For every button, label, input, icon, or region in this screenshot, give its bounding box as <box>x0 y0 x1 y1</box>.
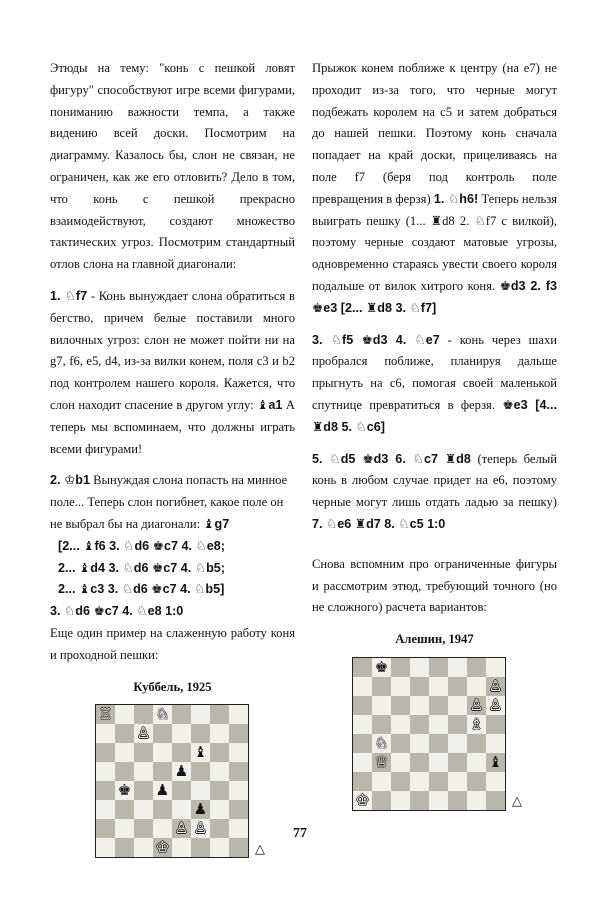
left-move-paragraph-1 <box>50 286 295 460</box>
square-f6 <box>448 696 467 715</box>
square-b8 <box>372 658 391 677</box>
square-b6 <box>115 743 134 762</box>
square-d3 <box>153 800 172 819</box>
move-notation: ♝a1 <box>257 397 283 412</box>
square-d6 <box>410 696 429 715</box>
square-a1 <box>353 791 372 810</box>
square-g8 <box>210 705 229 724</box>
square-f7 <box>448 677 467 696</box>
square-c4 <box>134 781 153 800</box>
square-e8 <box>429 658 448 677</box>
square-h8 <box>229 705 248 724</box>
square-g3 <box>210 800 229 819</box>
commentary-text: - Конь вынуждает слона обратиться в бегство, причем белые поставили много вилочных угроз: слон не может пойти ни на g7, f6, e5, d4, из-за вилки конем, поля c3 и b2 под контролем нашего короля. Кажется, что слон находит спасение в другом углу: <box>50 288 295 412</box>
square-a5 <box>353 715 372 734</box>
square-c4 <box>391 734 410 753</box>
square-e6 <box>429 696 448 715</box>
square-d4 <box>410 734 429 753</box>
square-a3 <box>353 753 372 772</box>
square-f8 <box>191 705 210 724</box>
square-b4 <box>115 781 134 800</box>
square-e8 <box>172 705 191 724</box>
left-column <box>50 58 295 858</box>
square-b7 <box>372 677 391 696</box>
commentary-text: (теперь белый конь в любом случае придет на e6, поэтому черные могут лишь отдать ладью за пешку) <box>312 451 557 510</box>
square-b5 <box>372 715 391 734</box>
chess-piece: ♙ <box>193 819 208 838</box>
chess-piece: ♝ <box>193 743 208 762</box>
variation-line-2: 2... ♝d4 3. ♘d6 ♚c7 4. ♘b5; <box>58 560 225 575</box>
square-e5 <box>429 715 448 734</box>
square-c3 <box>391 753 410 772</box>
move-notation: 1. ♘h6! <box>433 191 479 206</box>
square-b5 <box>115 762 134 781</box>
square-f8 <box>448 658 467 677</box>
left-outro-paragraph: Еще один пример на слаженную работу коня и проходной пешки: <box>50 625 295 662</box>
diagram-caption-kubbel: Куббель, 1925 <box>133 679 212 694</box>
chess-piece: ♙ <box>174 819 189 838</box>
square-g5 <box>210 762 229 781</box>
square-d2 <box>410 772 429 791</box>
square-g7 <box>210 724 229 743</box>
square-a4 <box>353 734 372 753</box>
square-d7 <box>153 724 172 743</box>
white-to-move-triangle: △ <box>255 841 265 857</box>
square-g5 <box>467 715 486 734</box>
square-a6 <box>353 696 372 715</box>
chessboard <box>352 657 506 811</box>
square-f4 <box>448 734 467 753</box>
square-d5 <box>153 762 172 781</box>
square-h6 <box>486 696 505 715</box>
chess-piece: ♖ <box>98 705 113 724</box>
chess-piece: ♕ <box>374 752 389 771</box>
square-b6 <box>372 696 391 715</box>
square-f7 <box>191 724 210 743</box>
square-a2 <box>353 772 372 791</box>
square-h7 <box>486 677 505 696</box>
square-d3 <box>410 753 429 772</box>
square-c6 <box>391 696 410 715</box>
chess-piece: ♘ <box>374 733 389 752</box>
commentary-text: Прыжок конем поближе к центру (на e7) не проходит из-за того, что черные могут подбежать королем на c5 и затем добраться до нашей пешки. Поэтому конь сначала попадает на край доски, прицеливаясь на поле f7 (беря под контроль поле превращения в ферзя) <box>312 61 557 206</box>
square-g2 <box>467 772 486 791</box>
square-e5 <box>172 762 191 781</box>
square-h8 <box>486 658 505 677</box>
square-c3 <box>134 800 153 819</box>
square-h4 <box>229 781 248 800</box>
square-c8 <box>134 705 153 724</box>
square-e1 <box>429 791 448 810</box>
square-f3 <box>191 800 210 819</box>
square-a8 <box>353 658 372 677</box>
square-a6 <box>96 743 115 762</box>
square-f3 <box>448 753 467 772</box>
square-f2 <box>448 772 467 791</box>
page-number: 77 <box>293 826 307 841</box>
chess-piece: ♙ <box>488 695 503 714</box>
chess-piece: ♟ <box>174 762 189 781</box>
square-g3 <box>467 753 486 772</box>
square-h7 <box>229 724 248 743</box>
square-a7 <box>96 724 115 743</box>
square-d5 <box>410 715 429 734</box>
square-d1 <box>410 791 429 810</box>
chess-piece: ♙ <box>136 724 151 743</box>
square-a3 <box>96 800 115 819</box>
chess-piece: ♗ <box>469 714 484 733</box>
move-notation: ♝g7 <box>203 516 230 531</box>
commentary-text: - конь через шахи пробрался поближе, планируя дальше прыгнуть на c6, помогая своей маленькой спутнице превратиться в ферзя. <box>312 332 557 412</box>
chess-piece: ♔ <box>155 838 170 857</box>
square-h4 <box>486 734 505 753</box>
square-e3 <box>429 753 448 772</box>
square-c5 <box>391 715 410 734</box>
chess-piece: ♝ <box>488 752 503 771</box>
chess-piece: ♔ <box>355 790 370 809</box>
square-h3 <box>486 753 505 772</box>
square-h6 <box>229 743 248 762</box>
right-intro-paragraph: Снова вспомним про ограниченные фигуры и рассмотрим этюд, требующий точного (но не сложного) расчета вариантов: <box>312 556 557 615</box>
square-d8 <box>410 658 429 677</box>
square-b7 <box>115 724 134 743</box>
commentary-text: Вынуждая слона попасть на минное поле... Теперь слон погибнет, какое поле он не выбрал бы на диагонали: <box>50 473 288 531</box>
square-b1 <box>372 791 391 810</box>
square-g1 <box>467 791 486 810</box>
move-notation: 5. ♘d5 ♚d3 6. ♘c7 ♜d8 <box>312 451 471 466</box>
square-h5 <box>486 715 505 734</box>
chess-piece: ♙ <box>469 695 484 714</box>
square-h5 <box>229 762 248 781</box>
square-f1 <box>448 791 467 810</box>
final-moves: 3. ♘d6 ♚c7 4. ♘e8 1:0 <box>50 604 184 619</box>
square-b8 <box>115 705 134 724</box>
chess-piece: ♘ <box>155 705 170 724</box>
square-g4 <box>467 734 486 753</box>
square-h3 <box>229 800 248 819</box>
square-b3 <box>372 753 391 772</box>
square-f6 <box>191 743 210 762</box>
square-g6 <box>210 743 229 762</box>
left-intro-paragraph: Этюды на тему: "конь с пешкой ловят фигуру" способствуют игре всеми фигурами, пониманию важности темпа, а также видению всей доски. Посмотрим на диаграмму. Казалось бы, слон не связан, не ограничен, как же его отловить? Дело в том, что конь с пешкой прекрасно взаимодействуют, создают множество тактических угроз. Посмотрим стандартный отлов слона на главной диагонали: <box>50 61 295 272</box>
square-b3 <box>115 800 134 819</box>
square-f4 <box>191 781 210 800</box>
square-c7 <box>134 724 153 743</box>
square-g4 <box>210 781 229 800</box>
chess-piece: ♚ <box>117 781 132 800</box>
square-e7 <box>172 724 191 743</box>
diagram-caption-aleshin: Алешин, 1947 <box>395 632 474 647</box>
square-a8 <box>96 705 115 724</box>
square-f5 <box>448 715 467 734</box>
square-f5 <box>191 762 210 781</box>
square-d7 <box>410 677 429 696</box>
chess-piece: ♟ <box>155 781 170 800</box>
square-c6 <box>134 743 153 762</box>
square-e2 <box>429 772 448 791</box>
move-notation: ♚d3 2. f3 ♚e3 [2... ♜d8 3. ♘f7] <box>312 278 557 315</box>
square-c8 <box>391 658 410 677</box>
diagram-aleshin <box>312 657 557 811</box>
square-e4 <box>172 781 191 800</box>
white-to-move-triangle: △ <box>512 794 522 810</box>
chess-piece: ♙ <box>488 676 503 695</box>
chess-piece: ♟ <box>193 800 208 819</box>
move-notation: ♚e3 [4... ♜d8 5. ♘c6] <box>312 397 557 434</box>
variation-line-3: 2... ♝c3 3. ♘d6 ♚c7 4. ♘b5] <box>58 582 225 597</box>
right-column <box>312 58 557 811</box>
right-move-paragraph-1 <box>312 58 557 320</box>
square-e3 <box>172 800 191 819</box>
square-h2 <box>486 772 505 791</box>
square-c2 <box>391 772 410 791</box>
square-e6 <box>172 743 191 762</box>
square-b2 <box>372 772 391 791</box>
square-c7 <box>391 677 410 696</box>
square-h1 <box>486 791 505 810</box>
square-g7 <box>467 677 486 696</box>
square-a5 <box>96 762 115 781</box>
move-notation: 1. ♘f7 <box>50 288 88 303</box>
square-a4 <box>96 781 115 800</box>
move-notation: 3. ♘f5 ♚d3 4. ♘e7 <box>312 332 440 347</box>
move-notation: 7. ♘e6 ♜d7 8. ♘c5 1:0 <box>312 516 446 531</box>
square-c1 <box>391 791 410 810</box>
left-move-paragraph-2 <box>50 470 295 535</box>
move-notation: 2. ♔b1 <box>50 473 90 488</box>
right-move-paragraph-2 <box>312 330 557 439</box>
square-e7 <box>429 677 448 696</box>
square-c5 <box>134 762 153 781</box>
square-b4 <box>372 734 391 753</box>
commentary-text: А теперь мы вспоминаем, что должны играть всеми фигурами! <box>50 397 295 456</box>
square-e4 <box>429 734 448 753</box>
square-g6 <box>467 696 486 715</box>
square-d8 <box>153 705 172 724</box>
variation-line-1: [2... ♝f6 3. ♘d6 ♚c7 4. ♘e8; <box>58 538 225 553</box>
chess-piece: ♚ <box>374 657 389 676</box>
square-g8 <box>467 658 486 677</box>
right-move-paragraph-3 <box>312 449 557 536</box>
square-a7 <box>353 677 372 696</box>
square-d4 <box>153 781 172 800</box>
square-d6 <box>153 743 172 762</box>
commentary-text: Теперь нельзя выиграть пешку (1... ♜d8 2. ♘f7 с вилкой), поэтому черные создают матовые угрозы, одновременно стараясь увести своего короля подальше от вилок хитрого коня. <box>312 191 557 293</box>
